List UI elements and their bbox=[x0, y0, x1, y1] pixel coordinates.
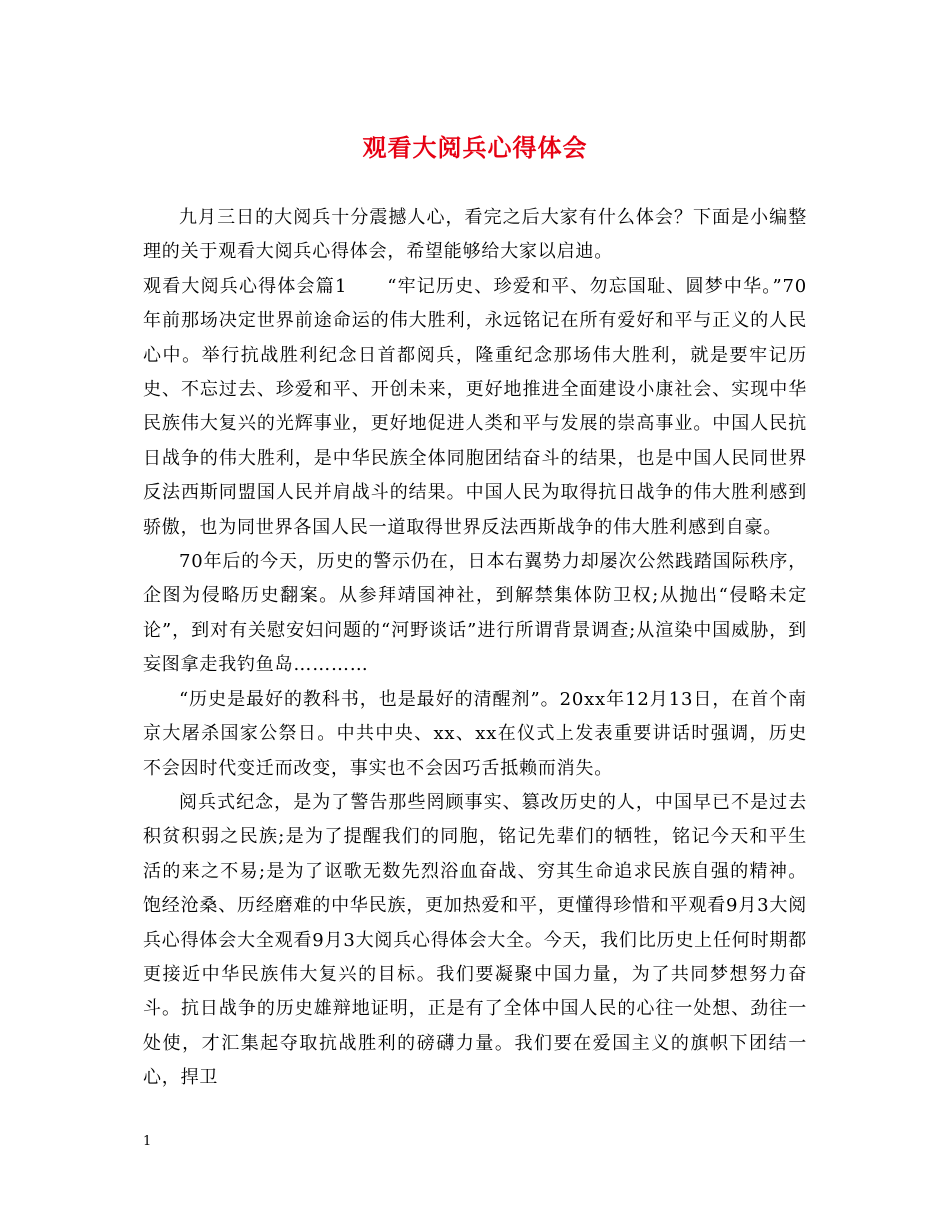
intro-paragraph: 九月三日的大阅兵十分震撼人心，看完之后大家有什么体会？下面是小编整理的关于观看大阅兵心得体会，希望能够给大家以启迪。 bbox=[143, 207, 807, 263]
document-body bbox=[143, 201, 807, 1096]
section-one-paragraph bbox=[143, 270, 807, 545]
page-number: 1 bbox=[143, 1134, 152, 1149]
section-first-text: “牢记历史、珍爱和平、勿忘国耻、圆梦中华。”70年前那场决定世界前途命运的伟大胜利，永远铭记在所有爱好和平与正义的人民心中。举行抗战胜利纪念日首都阅兵，隆重纪念那场伟大胜利，就是要牢记历史、不忘过去、珍爱和平、开创未来，更好地推进全面建设小康社会、实现中华民族伟大复兴的光辉事业，更好地促进人类和平与发展的崇高事业。中国人民抗日战争的伟大胜利，是中华民族全体同胞团结奋斗的结果，也是中国人民同世界反法西斯同盟国人民并肩战斗的结果。中国人民为取得抗日战争的伟大胜利感到骄傲，也为同世界各国人民一道取得世界反法西斯战争的伟大胜利感到自豪。 bbox=[143, 275, 807, 538]
paragraph-3: “历史是最好的教科书，也是最好的清醒剂”。20xx年12月13日，在首个南京大屠杀国家公祭日。中共中央、xx、xx在仪式上发表重要讲话时强调，历史不会因时代变迁而改变，事实也不会因巧舌抵赖而消失。 bbox=[143, 688, 807, 779]
document-title: 观看大阅兵心得体会 bbox=[362, 133, 588, 162]
paragraph-4: 阅兵式纪念，是为了警告那些罔顾事实、篡改历史的人，中国早已不是过去积贫积弱之民族;是为了提醒我们的同胞，铭记先辈们的牺牲，铭记今天和平生活的来之不易;是为了讴歌无数先烈浴血奋战、穷其生命追求民族自强的精神。饱经沧桑、历经磨难的中华民族，更加热爱和平，更懂得珍惜和平观看9月3大阅兵心得体会大全观看9月3大阅兵心得体会大全。今天，我们比历史上任何时期都更接近中华民族伟大复兴的目标。我们要凝聚中国力量，为了共同梦想努力奋斗。抗日战争的历史雄辩地证明，正是有了全体中国人民的心往一处想、劲往一处使，才汇集起夺取抗战胜利的磅礴力量。我们要在爱国主义的旗帜下团结一心，捍卫 bbox=[143, 791, 807, 1089]
paragraph-2: 70年后的今天，历史的警示仍在，日本右翼势力却屡次公然践踏国际秩序，企图为侵略历史翻案。从参拜靖国神社，到解禁集体防卫权;从抛出“侵略未定论”，到对有关慰安妇问题的“河野谈话”进行所谓背景调查;从渲染中国威胁，到妄图拿走我钓鱼岛………… bbox=[143, 551, 807, 676]
section-label: 观看大阅兵心得体会篇1 bbox=[143, 275, 348, 297]
